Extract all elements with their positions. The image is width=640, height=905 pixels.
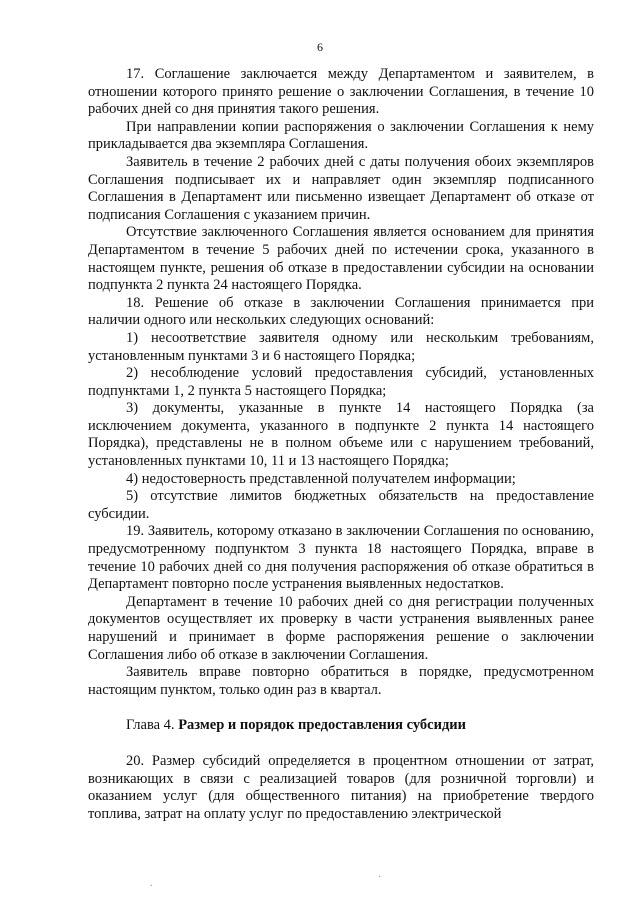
scan-speck: .: [150, 878, 153, 889]
chapter-heading: [88, 717, 594, 735]
paragraph-applicant-signs: Заявитель в течение 2 рабочих дней с даты получения обоих экземпляров Соглашения подписывает их и направляет один экземпляр подписанного Соглашения в Департамент или письменно извещает Департамент об отказе от подписания Соглашения с указанием причин.: [88, 153, 594, 223]
paragraph-18-refusal: 18. Решение об отказе в заключении Соглашения принимается при наличии одного или нескольких следующих оснований:: [88, 294, 594, 329]
paragraph-once-per-quarter: Заявитель вправе повторно обратиться в порядке, предусмотренном настоящим пунктом, только один раз в квартал.: [88, 664, 594, 698]
paragraph-20-subsidy-size: 20. Размер субсидий определяется в процентном отношении от затрат, возникающих в связи с реализацией товаров (для розничной торговли) и оказанием услуг (для общественного питания) на приобретение твердого топлива, затрат на оплату услуг по предоставлению электрической: [88, 752, 594, 822]
paragraph-18-item-3: 3) документы, указанные в пункте 14 настоящего Порядка (за исключением документа, указанного в подпункте 2 пункта 14 настоящего Порядка), представлены не в полном объеме или с нарушением требований, установленных пунктами 10, 11 и 13 настоящего Порядка;: [88, 400, 594, 470]
paragraph-department-review: Департамент в течение 10 рабочих дней со дня регистрации полученных документов осуществляет их проверку в части устранения выявленных ранее нарушений и принимает в форме распоряжения решение о заключении Соглашения либо об отказе в заключении Соглашения.: [88, 593, 594, 663]
paragraph-19-reapply: 19. Заявитель, которому отказано в заключении Соглашения по основанию, предусмотренному подпунктом 3 пункта 18 настоящего Порядка, вправе в течение 10 рабочих дней со дня получения распоряжения об отказе обратиться в Департамент повторно после устранения выявленных недостатков.: [88, 523, 594, 593]
paragraph-17-agreement: 17. Соглашение заключается между Департаментом и заявителем, в отношении которого принято решение о заключении Соглашения, в течение 10 рабочих дней со дня принятия такого решения.: [88, 66, 594, 118]
document-body: [88, 66, 594, 823]
chapter-title: Размер и порядок предоставления субсидии: [178, 717, 466, 734]
chapter-prefix: Глава 4.: [126, 717, 175, 734]
paragraph-18-item-5: 5) отсутствие лимитов бюджетных обязательств на предоставление субсидии.: [88, 488, 594, 522]
paragraph-18-item-4: 4) недостоверность представленной получателем информации;: [126, 470, 516, 487]
scan-speck: ·: [378, 872, 382, 883]
paragraph-copies-attached: При направлении копии распоряжения о заключении Соглашения к нему прикладывается два экземпляра Соглашения.: [88, 118, 594, 153]
page-number: 6: [317, 40, 323, 54]
paragraph-18-item-1: 1) несоответствие заявителя одному или нескольким требованиям, установленным пунктами 3 и 6 настоящего Порядка;: [88, 329, 594, 364]
paragraph-18-item-2: 2) несоблюдение условий предоставления субсидий, установленных подпунктами 1, 2 пункта 5 настоящего Порядка;: [88, 365, 594, 399]
paragraph-absence-of-agreement: Отсутствие заключенного Соглашения является основанием для принятия Департаментом в течение 5 рабочих дней по истечении срока, указанного в настоящем пункте, решения об отказе в предоставлении субсидии на основании подпункта 2 пункта 24 настоящего Порядка.: [88, 224, 594, 294]
